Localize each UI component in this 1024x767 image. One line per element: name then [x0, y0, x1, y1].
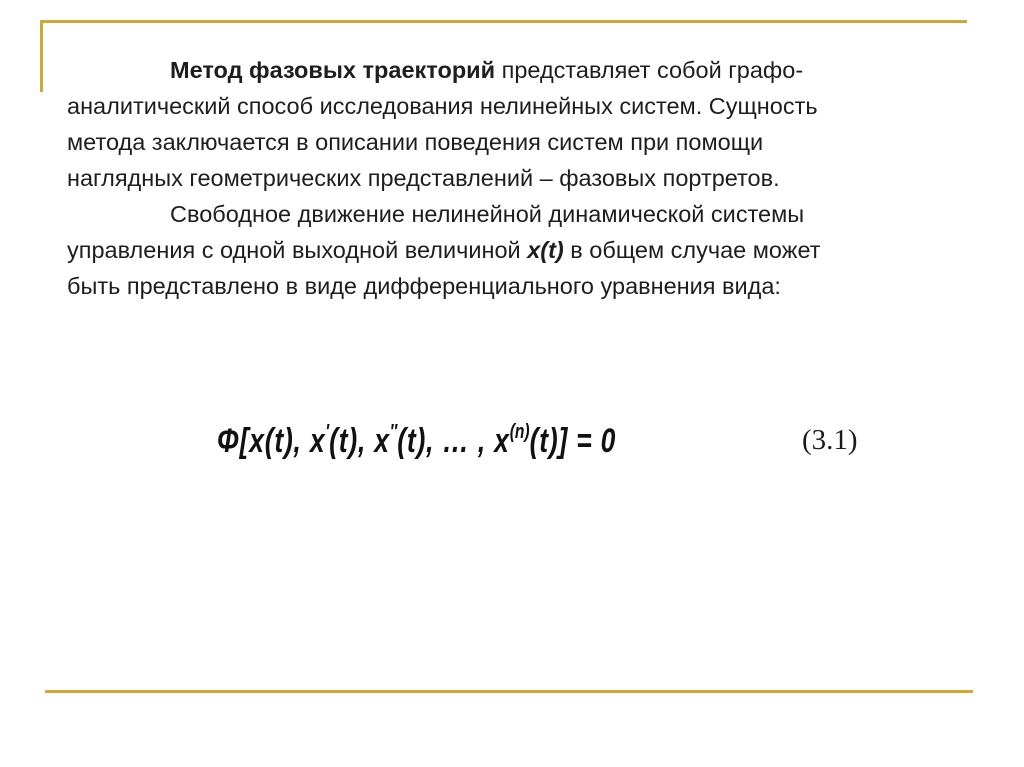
- paragraph-free-motion: [67, 196, 972, 304]
- top-decorative-rule: [40, 20, 967, 23]
- method-name-bold: Метод фазовых траекторий: [170, 57, 496, 83]
- paragraph2-line3: быть представлено в виде дифференциального уравнения вида:: [67, 273, 781, 299]
- equation-part-2: (t), x: [329, 422, 390, 460]
- bottom-decorative-rule: [45, 690, 973, 693]
- paragraph1-line1-rest: представляет собой графо-: [495, 57, 804, 83]
- output-variable-x-t: x(t): [527, 237, 564, 263]
- equation-first-derivative-mark: ′: [325, 421, 330, 443]
- equation-second-derivative-mark: ″: [389, 421, 398, 443]
- paragraph1-line2: аналитический способ исследования нелинейных систем. Сущность: [67, 93, 818, 119]
- equation-part-1: Φ[x(t), x: [217, 422, 326, 460]
- differential-equation: [217, 422, 616, 470]
- paragraph2-line2-start: управления с одной выходной величиной: [67, 237, 528, 263]
- paragraph2-line1: Свободное движение нелинейной динамической системы: [170, 201, 805, 227]
- paragraph-method-definition: [67, 52, 972, 196]
- left-decorative-rule: [40, 20, 43, 92]
- equation-nth-derivative-order: (n): [509, 421, 530, 443]
- slide-body-text: [67, 52, 972, 304]
- equation-part-3: (t), … , x: [397, 422, 510, 460]
- equation-part-4: (t)] = 0: [529, 422, 617, 460]
- paragraph1-line3: метода заключается в описании поведения систем при помощи: [67, 129, 764, 155]
- paragraph2-line2-end: в общем случае может: [563, 237, 821, 263]
- equation-number: (3.1): [802, 424, 858, 456]
- paragraph1-line4: наглядных геометрических представлений – фазовых портретов.: [67, 165, 780, 191]
